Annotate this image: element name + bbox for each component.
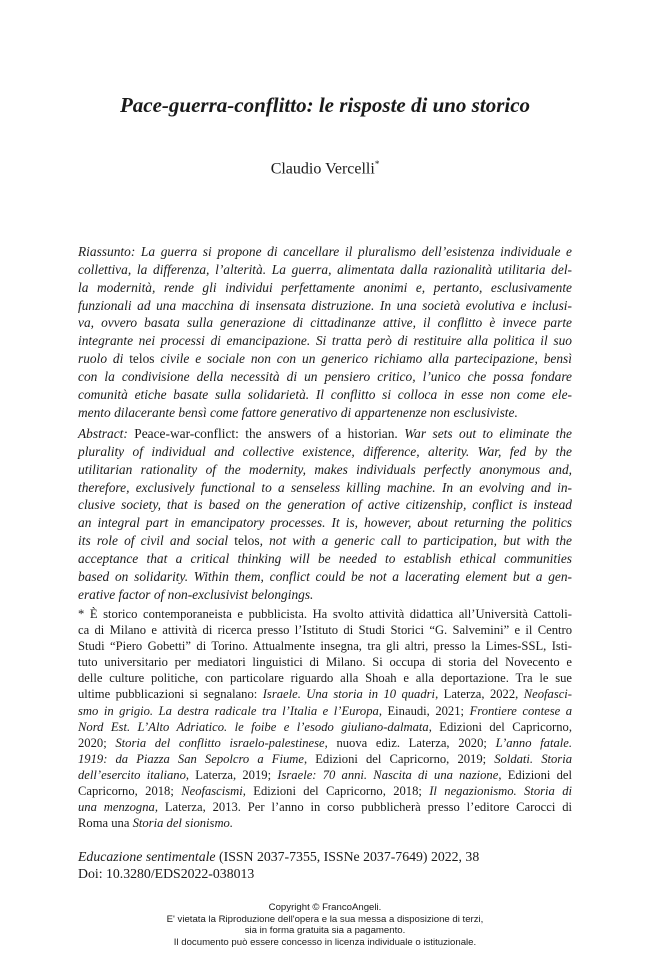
italic-text: civile e sociale non con un generico richiamo alla partecipazione, bensì (154, 351, 572, 367)
italic-text: acceptance that a critical thinking will be needed to establish ethical communities (78, 550, 572, 566)
italic-text: , not with a generic call to participation, but with the (259, 533, 572, 549)
italic-text: Abstract: (78, 426, 128, 441)
text-run: (ISSN 2037-7355, ISSNe 2037-7649) 2022, 38 (215, 849, 480, 864)
text-run: , Edizioni del Capricorno, 2019; (303, 751, 495, 766)
italic-text: Educazione sentimentale (78, 849, 216, 864)
text-run: telos (129, 351, 155, 367)
italic-text: dell’esercito italiano (78, 767, 186, 782)
text-run: * È storico contemporaneista e pubblicista. Ha svolto attività didattica all’Università Cattoli- (78, 607, 572, 621)
text-line (78, 735, 572, 751)
italic-text: integrante nei processi di emancipazione. Si tratta però di restituire alla politica il suo (78, 333, 572, 349)
italic-text: its role of civil and social (78, 533, 235, 549)
text-line (78, 670, 572, 686)
text-line (78, 751, 572, 767)
italic-text: utilitarian rationality of the modernity, makes individuals perfectly anonymous and, (78, 461, 572, 477)
copyright-notice (0, 902, 650, 948)
text-run: Doi: 10.3280/EDS2022-038013 (78, 866, 255, 881)
text-line (78, 314, 572, 332)
italic-text: Storia del sionismo. (132, 816, 233, 831)
text-line (78, 404, 572, 422)
text-line (78, 622, 572, 638)
italic-text: collettiva, la differenza, l’alterità. La guerra, alimentata dalla razionalità utilitaria del- (78, 261, 572, 277)
italic-text: based on solidarity. Within them, conflict could be not a lacerating element but a gen- (78, 568, 572, 584)
text-line (78, 799, 572, 815)
copyright-line: E' vietata la Riproduzione dell'opera e la sua messa a disposizione di terzi, (166, 913, 484, 925)
text-run: delle culture politiche, con particolare riguardo alla Shoah e alla deportazione. Tra le sue (78, 671, 572, 686)
italic-text: Il negazionismo. Storia di (429, 784, 572, 799)
italic-text: una menzogna, (78, 800, 158, 815)
italic-text: con la condivisione della necessità di un pensiero critico, l’unico che possa fondare (78, 368, 572, 384)
italic-text: va, ovvero basata sulla generazione di cittadinanze attive, il conflitto è invece parte (78, 315, 572, 331)
text-line (78, 243, 572, 261)
text-line (78, 815, 572, 831)
text-run: Edizioni del Capricorno, 2018; (245, 784, 430, 799)
text-run: telos (234, 533, 260, 549)
italic-text: an integral part in emancipatory processes. It is, however, about returning the politics (78, 515, 572, 531)
text-line (78, 719, 572, 735)
italic-text: 1919: da Piazza San Sepolcro a Fiume (78, 751, 304, 766)
article-title: Pace-guerra-conflitto: le risposte di uno storico (119, 93, 531, 117)
copyright-line: Il documento può essere concesso in licenza individuale o istituzionale. (173, 936, 477, 948)
italic-text: mento dilacerante bensì come fattore generativo di appartenenze non esclusiviste. (78, 404, 518, 420)
journal-line (78, 848, 572, 865)
italic-text: clusive society, that is based on the generation of active citizenship, conflict is instead (78, 497, 572, 513)
author-line (0, 154, 650, 179)
text-run: 2020; (78, 735, 116, 750)
italic-text: Israele. Una storia in 10 quadri (262, 687, 436, 702)
copyright-line: sia in forma gratuita sia a pagamento. (244, 925, 406, 937)
text-run: Laterza, 2013. Per l’anno in corso pubblicherà presso l’editore Carocci di (157, 800, 572, 815)
doi-line (78, 865, 572, 882)
text-line (78, 586, 572, 604)
copyright-line: Copyright © FrancoAngeli. (268, 902, 382, 913)
text-run: ca di Milano e attività di ricerca presso l’Istituto di Studi Storici “G. Salvemini” e il Centro (78, 623, 572, 638)
italic-text: Frontiere contese a (469, 703, 573, 718)
text-line (78, 550, 572, 568)
text-run: , Einaudi, 2021; (378, 703, 470, 718)
italic-text: therefore, exclusively functional to a senseless killing machine. In an evolving and in- (78, 479, 572, 495)
text-line (78, 368, 572, 386)
italian-summary (78, 243, 572, 421)
text-run: , Laterza, 2019; (185, 767, 278, 782)
text-run: nuova ediz. Laterza, 2020; (327, 735, 496, 750)
text-run: Capricorno, 2018; (78, 784, 182, 799)
text-line (78, 425, 572, 443)
text-line (78, 479, 572, 497)
text-line (78, 532, 572, 550)
text-run: Roma una (78, 816, 133, 831)
text-line (78, 332, 572, 350)
author-footnote-mark: * (374, 159, 380, 169)
text-line (78, 496, 572, 514)
text-line (78, 703, 572, 719)
text-run: , Edizioni del (498, 767, 572, 782)
italic-text: Riassunto: La guerra si propone di cancellare il pluralismo dell’esistenza individuale e (78, 244, 572, 259)
text-line (78, 606, 572, 622)
italic-text: War sets out to eliminate the (404, 426, 572, 441)
italic-text: Nord Est. L’Alto Adriatico. le foibe e l’esodo giuliano-dalmata (78, 719, 429, 734)
author-footnote (78, 606, 572, 831)
text-line (78, 686, 572, 702)
text-line (78, 514, 572, 532)
text-line (78, 350, 572, 368)
text-run: , Laterza, 2022, (435, 687, 524, 702)
text-line (78, 297, 572, 315)
text-run: tuto universitario per mediatori linguistici di Milano. Si occupa di storia del Novecento e (78, 655, 572, 670)
italic-text: Soldati. Storia (494, 751, 572, 766)
italic-text: Israele: 70 anni. Nascita di una nazione (277, 767, 499, 782)
italic-text: comunità etiche basate sulla solidarietà. Il conflitto si colloca in esse non come ele- (78, 386, 572, 402)
text-line (78, 767, 572, 783)
text-line (78, 261, 572, 279)
text-line (78, 783, 572, 799)
italic-text: Neofasci- (523, 687, 573, 702)
text-line (78, 638, 572, 654)
italic-text: erative factor of non-exclusivist belongings. (78, 586, 314, 602)
text-run: , Edizioni del Capricorno, (428, 719, 572, 734)
italic-text: plurality of individual and collective existence, difference, alterity. War, fed by the (78, 443, 572, 459)
text-line (78, 279, 572, 297)
text-run: ultime pubblicazioni si segnalano: (78, 687, 263, 702)
text-line (78, 443, 572, 461)
publication-info (78, 848, 572, 882)
text-line (78, 654, 572, 670)
text-run: Peace-war-conflict: the answers of a historian. (127, 426, 405, 441)
text-run: Studi “Piero Gobetti” di Torino. Attualmente insegna, tra gli altri, presso la Limes-SSL, Isti- (78, 639, 572, 654)
author-name: Claudio Vercelli (270, 160, 375, 178)
text-line (78, 568, 572, 586)
italic-text: Neofascismi, (181, 784, 246, 799)
italic-text: L’anno fatale. (495, 735, 572, 750)
italic-text: Storia del conflitto israelo-palestinese, (115, 735, 328, 750)
text-line (78, 386, 572, 404)
italic-text: ruolo di (78, 351, 130, 367)
english-abstract (78, 425, 572, 603)
italic-text: funzionali ad una macchina di insensata distruzione. In una società evolutiva e inclusi- (78, 297, 572, 313)
italic-text: smo in grigio. La destra radicale tra l’Italia e l’Europa (78, 703, 379, 718)
italic-text: la modernità, rende gli individui perfettamente anonimi e, pertanto, esclusivamente (78, 279, 572, 295)
text-line (78, 461, 572, 479)
